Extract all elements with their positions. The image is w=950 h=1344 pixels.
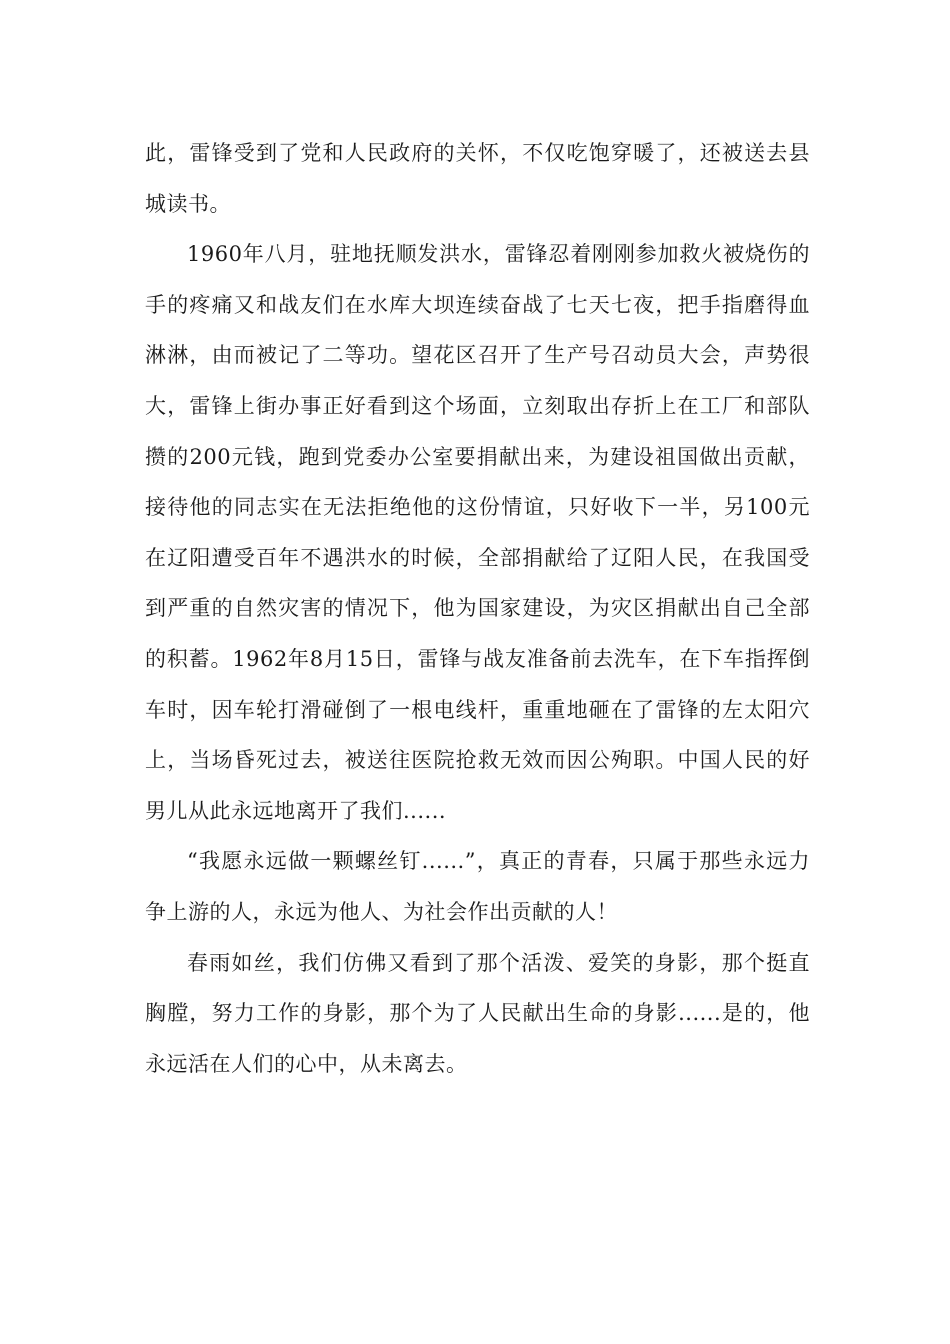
paragraph-screw-quote: “我愿永远做一颗螺丝钉......”，真正的青春，只属于那些永远力争上游的人，永远为他人、为社会作出贡献的人！	[145, 849, 810, 924]
paragraph-closing: 春雨如丝，我们仿佛又看到了那个活泼、爱笑的身影，那个挺直胸膛，努力工作的身影，那个为了人民献出生命的身影......是的，他永远活在人们的心中，从未离去。	[145, 950, 810, 1076]
paragraph-flood-and-donation: 1960年八月，驻地抚顺发洪水，雷锋忍着刚刚参加救火被烧伤的手的疼痛又和战友们在水库大坝连续奋战了七天七夜，把手指磨得血淋淋，由而被记了二等功。望花区召开了生产号召动员大会，声势很大，雷锋上街办事正好看到这个场面，立刻取出存折上在工厂和部队攒的200元钱，跑到党委办公室要捐献出来，为建设祖国做出贡献，接待他的同志实在无法拒绝他的这份情谊，只好收下一半，另100元在辽阳遭受百年不遇洪水的时候，全部捐献给了辽阳人民，在我国受到严重的自然灾害的情况下，他为国家建设，为灾区捐献出自己全部的积蓄。1962年8月15日，雷锋与战友准备前去洗车，在下车指挥倒车时，因车轮打滑碰倒了一根电线杆，重重地砸在了雷锋的左太阳穴上，当场昏死过去，被送往医院抢救无效而因公殉职。中国人民的好男儿从此永远地离开了我们......	[145, 242, 810, 823]
document-body	[145, 128, 810, 1089]
paragraph-continuation: 此，雷锋受到了党和人民政府的关怀，不仅吃饱穿暖了，还被送去县城读书。	[145, 141, 810, 216]
